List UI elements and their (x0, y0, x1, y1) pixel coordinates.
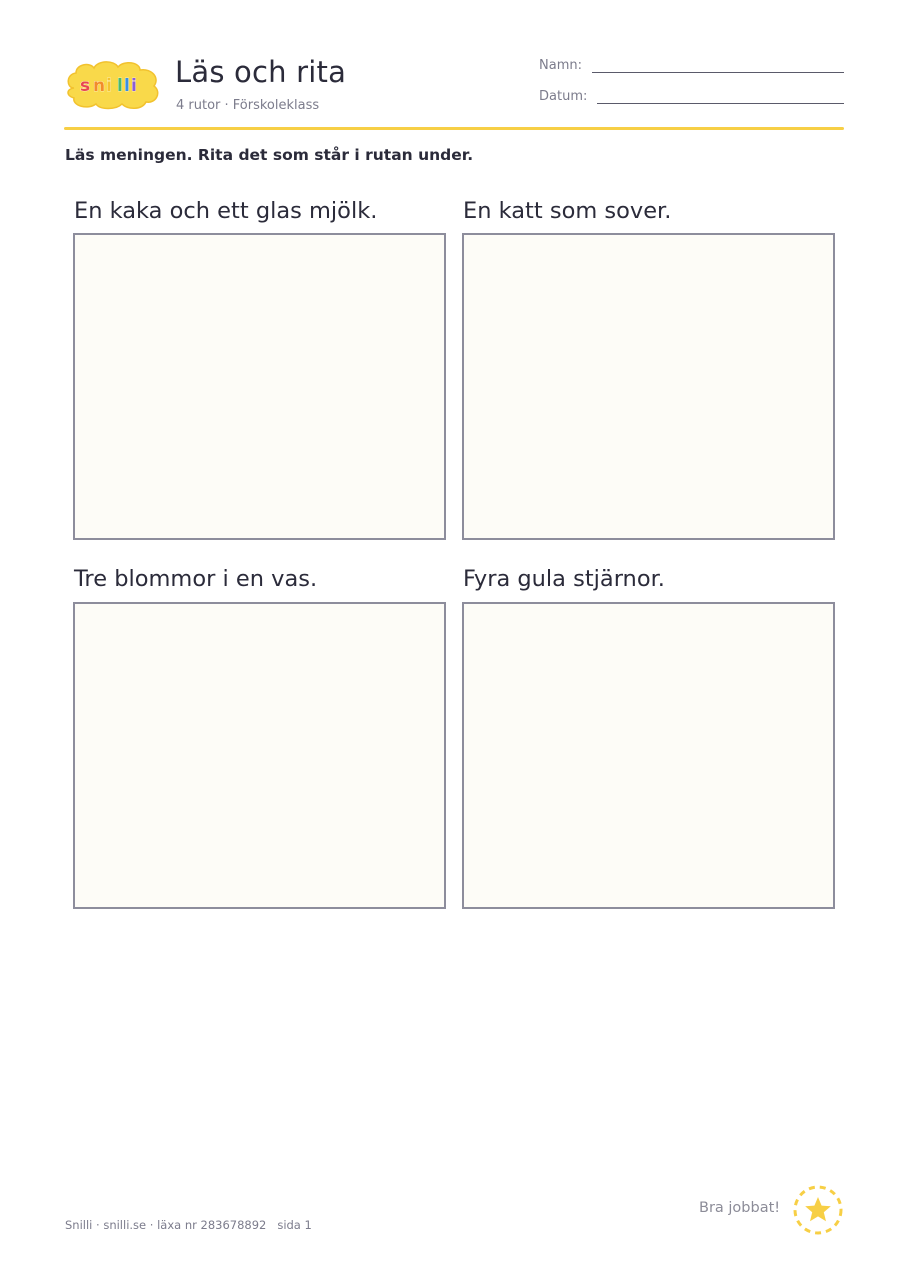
name-field[interactable] (592, 72, 844, 73)
logo-wordmark (80, 76, 137, 96)
sentence-2: En katt som sover. (463, 198, 672, 224)
header-divider (64, 127, 844, 130)
page-title: Läs och rita (175, 55, 347, 89)
drawing-area-4[interactable] (462, 602, 835, 909)
logo-letter: s (80, 76, 91, 96)
sentence-3: Tre blommor i en vas. (74, 566, 318, 592)
logo-letter: i (106, 76, 112, 96)
date-field[interactable] (597, 103, 844, 104)
star-icon (791, 1184, 845, 1236)
drawing-area-3[interactable] (73, 602, 446, 909)
praise-text: Bra jobbat! (699, 1200, 781, 1216)
date-label: Datum: (539, 89, 588, 104)
page-subtitle: 4 rutor · Förskoleklass (176, 98, 320, 113)
name-label: Namn: (539, 58, 582, 73)
sentence-4: Fyra gula stjärnor. (463, 566, 665, 592)
logo-letter: l (124, 76, 130, 96)
instruction-text: Läs meningen. Rita det som står i rutan under. (65, 146, 474, 164)
logo-letter: l (117, 76, 123, 96)
snilli-logo (64, 58, 162, 110)
drawing-area-1[interactable] (73, 233, 446, 540)
footer-info: Snilli · snilli.se · läxa nr 283678892 sida 1 (65, 1218, 312, 1232)
sentence-1: En kaka och ett glas mjölk. (74, 198, 378, 224)
logo-letter: i (131, 76, 137, 96)
logo-letter: n (93, 76, 106, 96)
drawing-area-2[interactable] (462, 233, 835, 540)
